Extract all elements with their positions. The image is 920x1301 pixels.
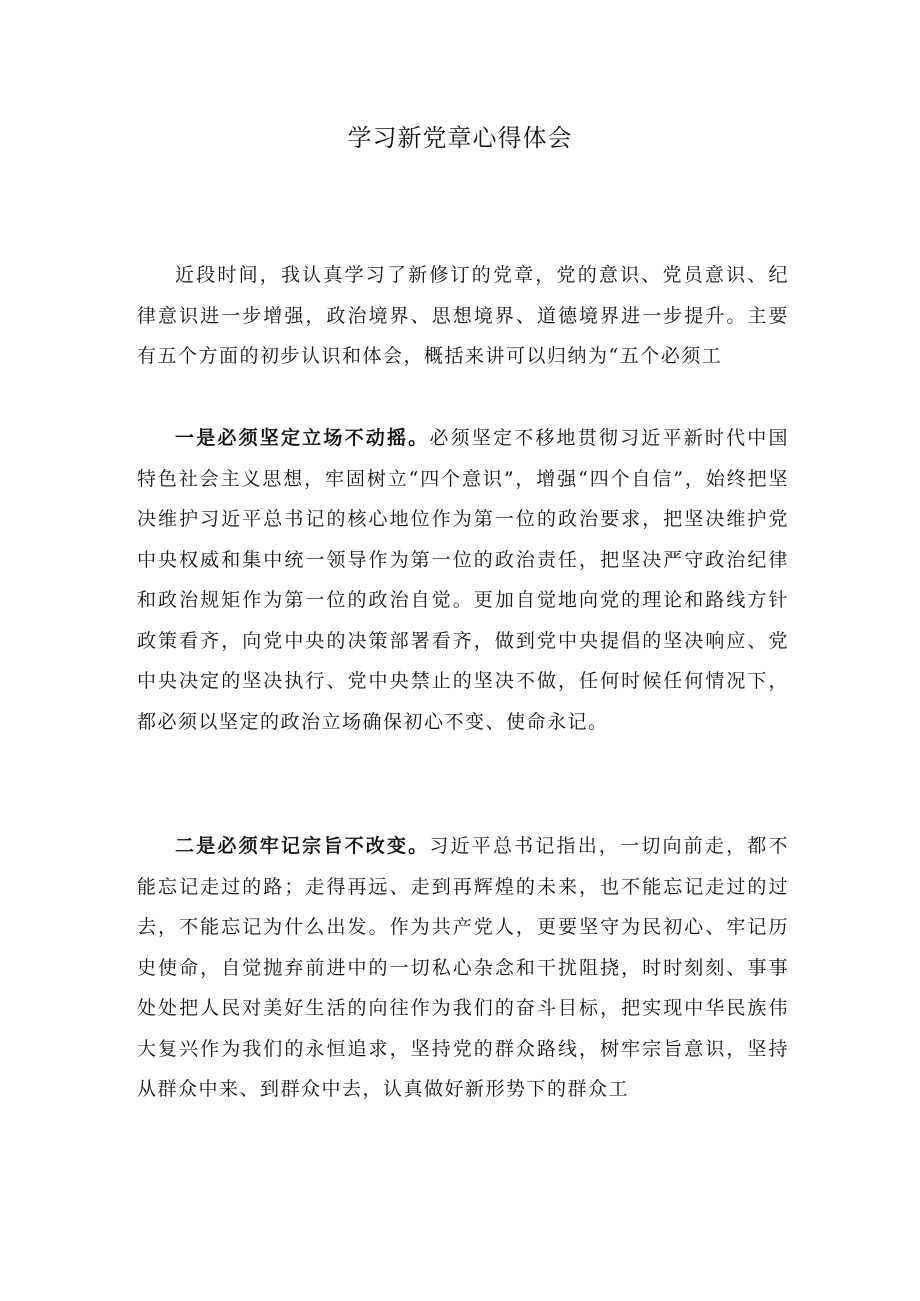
paragraph-point-two-body: 习近平总书记指出，一切向前走，都不能忘记走过的路；走得再远、走到再辉煌的未来，也不能忘记走过的过去，不能忘记为什么出发。作为共产党人，更要坚守为民初心、牢记历史使命，自觉抛弃前进中的一切私心杂念和干扰阻挠，时时刻刻、事事处处把人民对美好生活的向往作为我们的奋斗目标，把实现中华民族伟大复兴作为我们的永恒追求，坚持党的群众路线，树牢宗旨意识，坚持从群众中来、到群众中去，认真做好新形势下的群众工 bbox=[137, 835, 789, 1100]
paragraph-point-one-body: 必须坚定不移地贯彻习近平新时代中国特色社会主义思想，牢固树立“四个意识”，增强“四个自信”，始终把坚决维护习近平总书记的核心地位作为第一位的政治要求，把坚决维护党中央权威和集中统一领导作为第一位的政治责任，把坚决严守政治纪律和政治规矩作为第一位的政治自觉。更加自觉地向党的理论和路线方针政策看齐，向党中央的决策部署看齐，做到党中央提倡的坚决响应、党中央决定的坚决执行、党中央禁止的坚决不做，任何时候任何情况下，都必须以坚定的政治立场确保初心不变、使命永记。 bbox=[137, 427, 789, 733]
paragraph-intro-body: 近段时间，我认真学习了新修订的党章，党的意识、党员意识、纪律意识进一步增强，政治境界、思想境界、道德境界进一步提升。主要有五个方面的初步认识和体会，概括来讲可以归纳为“五个必须工 bbox=[137, 264, 789, 367]
paragraph-point-one bbox=[137, 418, 789, 742]
paragraph-point-two bbox=[137, 826, 789, 1110]
paragraph-point-two-heading: 二是必须牢记宗旨不改变。 bbox=[175, 835, 430, 857]
paragraph-intro bbox=[137, 255, 789, 377]
paragraph-point-one-heading: 一是必须坚定立场不动摇。 bbox=[175, 427, 430, 449]
document-title: 学习新党章心得体会 bbox=[347, 124, 573, 152]
